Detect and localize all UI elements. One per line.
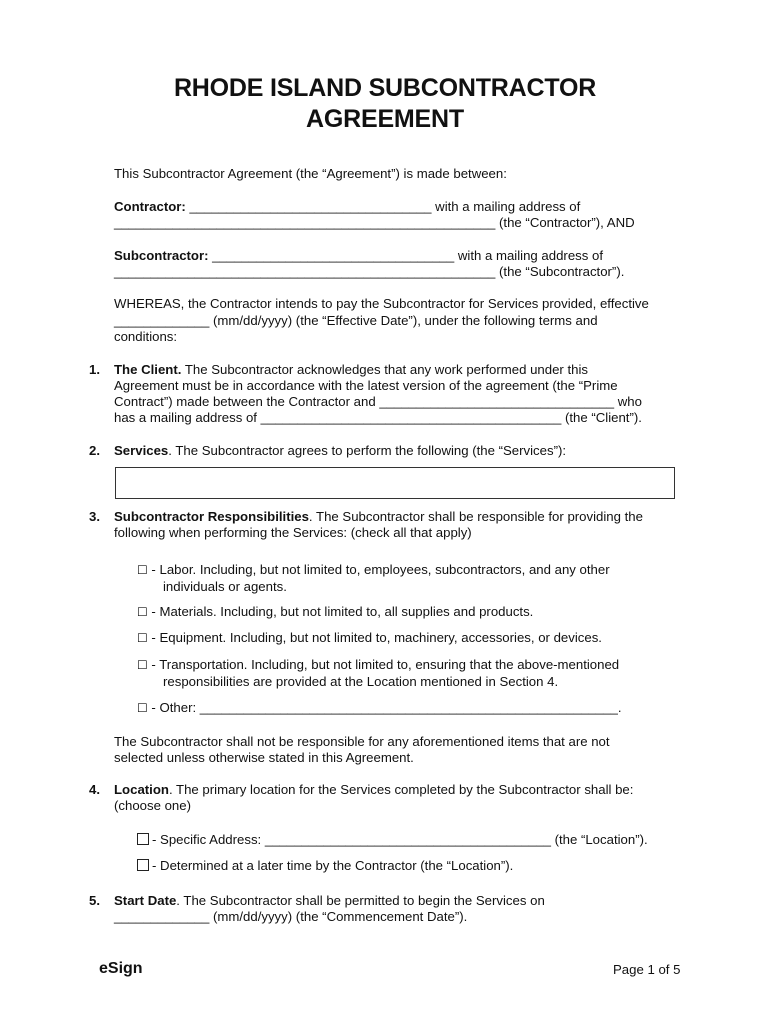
option-labor-line-2: individuals or agents. [163, 579, 287, 594]
section-2-text: . The Subcontractor agrees to perform the following (the “Services”): [168, 443, 567, 458]
page-number: Page 1 of 5 [613, 962, 681, 977]
section-3-line-1 [114, 509, 643, 526]
later-determined-checkbox[interactable] [137, 859, 149, 871]
contractor-name-blank[interactable]: _________________________________ with a mailing address of [185, 199, 581, 214]
other-checkbox[interactable]: ☐ [137, 701, 148, 715]
option-equipment-text: - Equipment. Including, but not limited to, machinery, accessories, or devices. [147, 630, 602, 645]
services-input-box[interactable] [115, 467, 675, 499]
location-option-specific-text[interactable]: - Specific Address: _______________________________________ (the “Location”). [152, 832, 648, 847]
section-1-line-2: Agreement must be in accordance with the latest version of the agreement (the “Prime [114, 378, 618, 393]
option-labor-text: - Labor. Including, but not limited to, employees, subcontractors, and any other [147, 562, 610, 577]
section-5-heading: Start Date [114, 893, 177, 908]
contractor-address-line[interactable]: ____________________________________________________ (the “Contractor”), AND [114, 215, 635, 230]
specific-address-checkbox[interactable] [137, 833, 149, 845]
section-3-text: . The Subcontractor shall be responsible for providing the [308, 509, 643, 524]
whereas-line-2[interactable]: _____________ (mm/dd/yyyy) (the “Effective Date”), under the following terms and [114, 313, 598, 328]
option-materials [137, 604, 533, 621]
option-other-text[interactable]: - Other: _________________________________________________________. [147, 700, 622, 715]
section-5-line-1 [114, 893, 545, 910]
section-1-text: The Subcontractor acknowledges that any work performed under this [181, 362, 588, 377]
section-4-heading: Location [114, 782, 169, 797]
option-transportation [137, 657, 619, 674]
location-option-later-text: - Determined at a later time by the Contractor (the “Location”). [152, 858, 514, 873]
section-1-line-1 [114, 362, 588, 379]
location-option-specific [137, 832, 648, 849]
subcontractor-address-line[interactable]: ____________________________________________________ (the “Subcontractor”). [114, 264, 625, 279]
section-3-note-line-1: The Subcontractor shall not be responsible for any aforementioned items that are not [114, 734, 610, 749]
contractor-label: Contractor: [114, 199, 186, 214]
section-4-number: 4. [89, 782, 100, 797]
section-2-heading: Services [114, 443, 169, 458]
section-5-text: . The Subcontractor shall be permitted to begin the Services on [176, 893, 545, 908]
section-1-line-3[interactable]: Contract”) made between the Contractor and ________________________________ who [114, 394, 642, 409]
section-3-line-2: following when performing the Services: (check all that apply) [114, 525, 472, 540]
document-title-line-1: RHODE ISLAND SUBCONTRACTOR [173, 74, 597, 102]
whereas-line-3: conditions: [114, 329, 178, 344]
transportation-checkbox[interactable]: ☐ [137, 658, 148, 672]
section-2-number: 2. [89, 443, 100, 458]
option-labor [137, 562, 610, 579]
section-4-line-1 [114, 782, 633, 799]
section-1-line-4[interactable]: has a mailing address of _________________________________________ (the “Client”). [114, 410, 642, 425]
location-option-later [137, 858, 513, 875]
section-3-heading: Subcontractor Responsibilities [114, 509, 309, 524]
section-4-text: . The primary location for the Services completed by the Subcontractor shall be: [168, 782, 634, 797]
subcontractor-line-1 [114, 248, 603, 265]
subcontractor-name-blank[interactable]: _________________________________ with a mailing address of [208, 248, 604, 263]
subcontractor-label: Subcontractor: [114, 248, 209, 263]
materials-checkbox[interactable]: ☐ [137, 605, 148, 619]
section-5-number: 5. [89, 893, 100, 908]
contractor-line-1 [114, 199, 580, 216]
section-1-number: 1. [89, 362, 100, 377]
labor-checkbox[interactable]: ☐ [137, 563, 148, 577]
section-4-line-2: (choose one) [114, 798, 191, 813]
section-1-heading: The Client. [114, 362, 182, 377]
option-other [137, 700, 622, 717]
intro-text: This Subcontractor Agreement (the “Agreement”) is made between: [114, 166, 507, 181]
option-transportation-text: - Transportation. Including, but not limited to, ensuring that the above-mentioned [147, 657, 620, 672]
equipment-checkbox[interactable]: ☐ [137, 631, 148, 645]
document-title-line-2: AGREEMENT [306, 105, 464, 133]
section-3-number: 3. [89, 509, 100, 524]
option-transportation-line-2: responsibilities are provided at the Location mentioned in Section 4. [163, 674, 559, 689]
option-equipment [137, 630, 602, 647]
section-5-line-2[interactable]: _____________ (mm/dd/yyyy) (the “Commencement Date”). [114, 909, 468, 924]
section-2-line [114, 443, 566, 460]
section-3-note-line-2: selected unless otherwise stated in this Agreement. [114, 750, 414, 765]
esign-logo: eSign [99, 960, 143, 977]
option-materials-text: - Materials. Including, but not limited to, all supplies and products. [147, 604, 534, 619]
whereas-line-1: WHEREAS, the Contractor intends to pay the Subcontractor for Services provided, effective [114, 296, 649, 311]
